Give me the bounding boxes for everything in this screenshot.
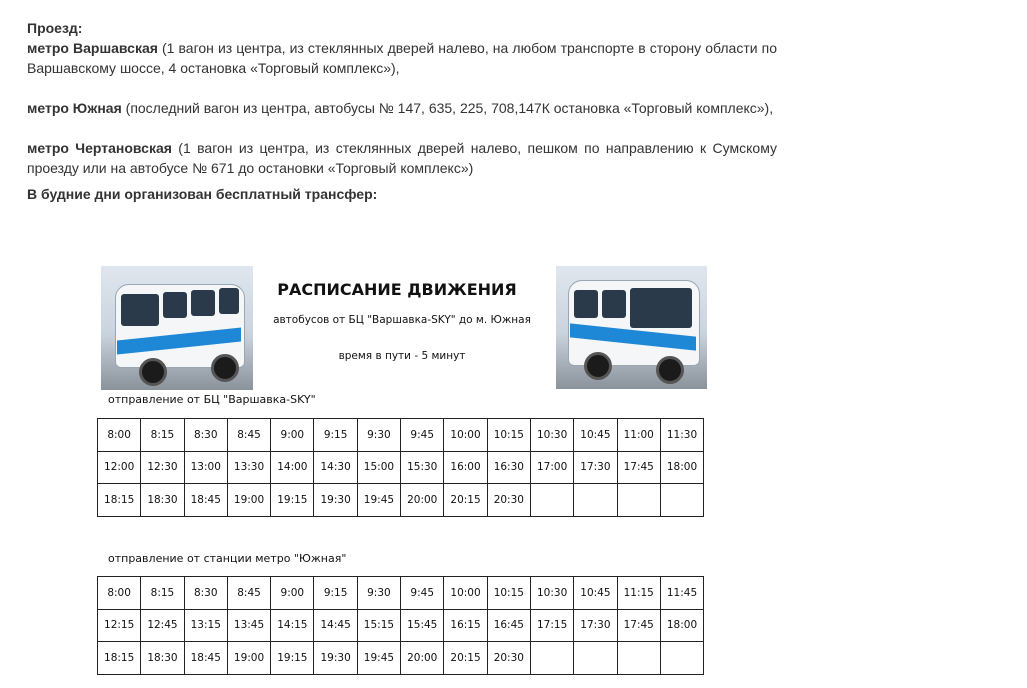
schedule-cell: 15:30: [401, 451, 444, 484]
schedule-cell: [617, 642, 660, 675]
schedule-cell: 11:15: [617, 577, 660, 610]
schedule-cell: 14:00: [271, 451, 314, 484]
schedule-cell: 12:00: [98, 451, 141, 484]
table-row: [98, 577, 704, 610]
schedule-cell: 18:45: [184, 642, 227, 675]
transfer-note: В будние дни организован бесплатный трансфер:: [27, 186, 378, 202]
schedule-cell: 10:00: [444, 577, 487, 610]
schedule-cell: 15:15: [357, 609, 400, 642]
schedule-cell: 12:30: [141, 451, 184, 484]
schedule-cell: 9:00: [271, 419, 314, 452]
schedule-cell: 18:15: [98, 484, 141, 517]
schedule-cell: 9:30: [357, 577, 400, 610]
schedule-cell: 9:30: [357, 419, 400, 452]
schedule-cell: 18:15: [98, 642, 141, 675]
schedule-cell: 9:00: [271, 577, 314, 610]
section-label-from-metro: отправление от станции метро "Южная": [108, 552, 347, 565]
directions-text: [27, 18, 777, 204]
directions-heading: Проезд:: [27, 20, 83, 36]
schedule-cell: 17:45: [617, 451, 660, 484]
direction-yuzhnaya: [27, 98, 777, 118]
metro-varshavskaya-text: (1 вагон из центра, из стеклянных дверей налево, на любом транспорте в сторону области по Варшавскому шоссе, 4 остановка «Торговый комплекс»),: [27, 40, 777, 76]
schedule-cell: 15:00: [357, 451, 400, 484]
schedule-cell: 13:30: [227, 451, 270, 484]
schedule-cell: 19:30: [314, 484, 357, 517]
table-row: [98, 609, 704, 642]
direction-varshavskaya: [27, 38, 777, 78]
schedule-cell: 16:15: [444, 609, 487, 642]
schedule-cell: 8:45: [227, 419, 270, 452]
schedule-table-from-metro: [97, 576, 704, 675]
schedule-cell: 19:15: [271, 642, 314, 675]
table-row: [98, 642, 704, 675]
section-label-from-bc: отправление от БЦ "Варшавка-SKY": [108, 393, 316, 406]
schedule-cell: [574, 642, 617, 675]
schedule-cell: 16:00: [444, 451, 487, 484]
schedule-cell: 8:45: [227, 577, 270, 610]
metro-yuzhnaya-label: метро Южная: [27, 100, 122, 116]
direction-chertanovskaya: [27, 138, 777, 178]
schedule-cell: 20:15: [444, 484, 487, 517]
metro-varshavskaya-label: метро Варшавская: [27, 40, 158, 56]
bus-photo-left: [101, 266, 253, 390]
schedule-cell: 19:00: [227, 642, 270, 675]
schedule-cell: 8:00: [98, 419, 141, 452]
schedule-cell: 9:15: [314, 419, 357, 452]
schedule-cell: 13:15: [184, 609, 227, 642]
schedule-cell: 20:00: [401, 484, 444, 517]
flyer-title: РАСПИСАНИЕ ДВИЖЕНИЯ: [277, 280, 517, 299]
schedule-cell: 11:00: [617, 419, 660, 452]
schedule-cell: 9:45: [401, 577, 444, 610]
schedule-cell: 11:30: [660, 419, 703, 452]
metro-chertanovskaya-label: метро Чертановская: [27, 140, 172, 156]
schedule-cell: 20:30: [487, 642, 530, 675]
schedule-cell: [660, 642, 703, 675]
schedule-cell: 20:00: [401, 642, 444, 675]
flyer-travel-time: время в пути - 5 минут: [338, 350, 466, 362]
schedule-cell: 9:15: [314, 577, 357, 610]
schedule-cell: [530, 642, 573, 675]
schedule-cell: 18:00: [660, 451, 703, 484]
schedule-cell: 13:00: [184, 451, 227, 484]
schedule-flyer: [97, 262, 709, 688]
schedule-cell: 8:00: [98, 577, 141, 610]
schedule-cell: 18:45: [184, 484, 227, 517]
schedule-cell: 10:30: [530, 419, 573, 452]
schedule-cell: 10:00: [444, 419, 487, 452]
schedule-cell: [660, 484, 703, 517]
metro-chertanovskaya-text: (1 вагон из центра, из стеклянных дверей налево, пешком по направлению к Сумскому проезду или на автобусе № 671 до остановки «Торговый комплекс»): [27, 140, 777, 176]
metro-yuzhnaya-text: (последний вагон из центра, автобусы № 147, 635, 225, 708,147К остановка «Торговый комплекс»),: [121, 100, 774, 116]
schedule-cell: 12:15: [98, 609, 141, 642]
schedule-cell: 17:30: [574, 609, 617, 642]
schedule-cell: 14:45: [314, 609, 357, 642]
bus-photo-right: [556, 266, 707, 389]
schedule-cell: 20:30: [487, 484, 530, 517]
schedule-cell: 13:45: [227, 609, 270, 642]
schedule-cell: 17:15: [530, 609, 573, 642]
schedule-cell: 18:00: [660, 609, 703, 642]
schedule-cell: [530, 484, 573, 517]
schedule-cell: 8:30: [184, 577, 227, 610]
schedule-cell: [574, 484, 617, 517]
schedule-cell: 14:15: [271, 609, 314, 642]
schedule-cell: 9:45: [401, 419, 444, 452]
schedule-cell: 12:45: [141, 609, 184, 642]
schedule-cell: 10:15: [487, 419, 530, 452]
schedule-cell: 16:30: [487, 451, 530, 484]
schedule-cell: 8:15: [141, 419, 184, 452]
table-row: [98, 484, 704, 517]
schedule-cell: [617, 484, 660, 517]
schedule-cell: 11:45: [660, 577, 703, 610]
schedule-cell: 10:45: [574, 577, 617, 610]
schedule-cell: 19:00: [227, 484, 270, 517]
schedule-cell: 16:45: [487, 609, 530, 642]
table-row: [98, 451, 704, 484]
schedule-cell: 14:30: [314, 451, 357, 484]
schedule-cell: 10:30: [530, 577, 573, 610]
table-row: [98, 419, 704, 452]
flyer-subtitle: автобусов от БЦ "Варшавка-SKY" до м. Южная: [273, 314, 531, 326]
schedule-cell: 18:30: [141, 642, 184, 675]
schedule-cell: 19:30: [314, 642, 357, 675]
schedule-cell: 17:00: [530, 451, 573, 484]
schedule-cell: 10:15: [487, 577, 530, 610]
schedule-cell: 15:45: [401, 609, 444, 642]
schedule-cell: 19:45: [357, 642, 400, 675]
schedule-cell: 8:30: [184, 419, 227, 452]
schedule-cell: 10:45: [574, 419, 617, 452]
schedule-cell: 8:15: [141, 577, 184, 610]
schedule-cell: 17:45: [617, 609, 660, 642]
schedule-cell: 20:15: [444, 642, 487, 675]
schedule-table-from-bc: [97, 418, 704, 517]
schedule-cell: 19:15: [271, 484, 314, 517]
schedule-cell: 19:45: [357, 484, 400, 517]
schedule-cell: 17:30: [574, 451, 617, 484]
schedule-cell: 18:30: [141, 484, 184, 517]
